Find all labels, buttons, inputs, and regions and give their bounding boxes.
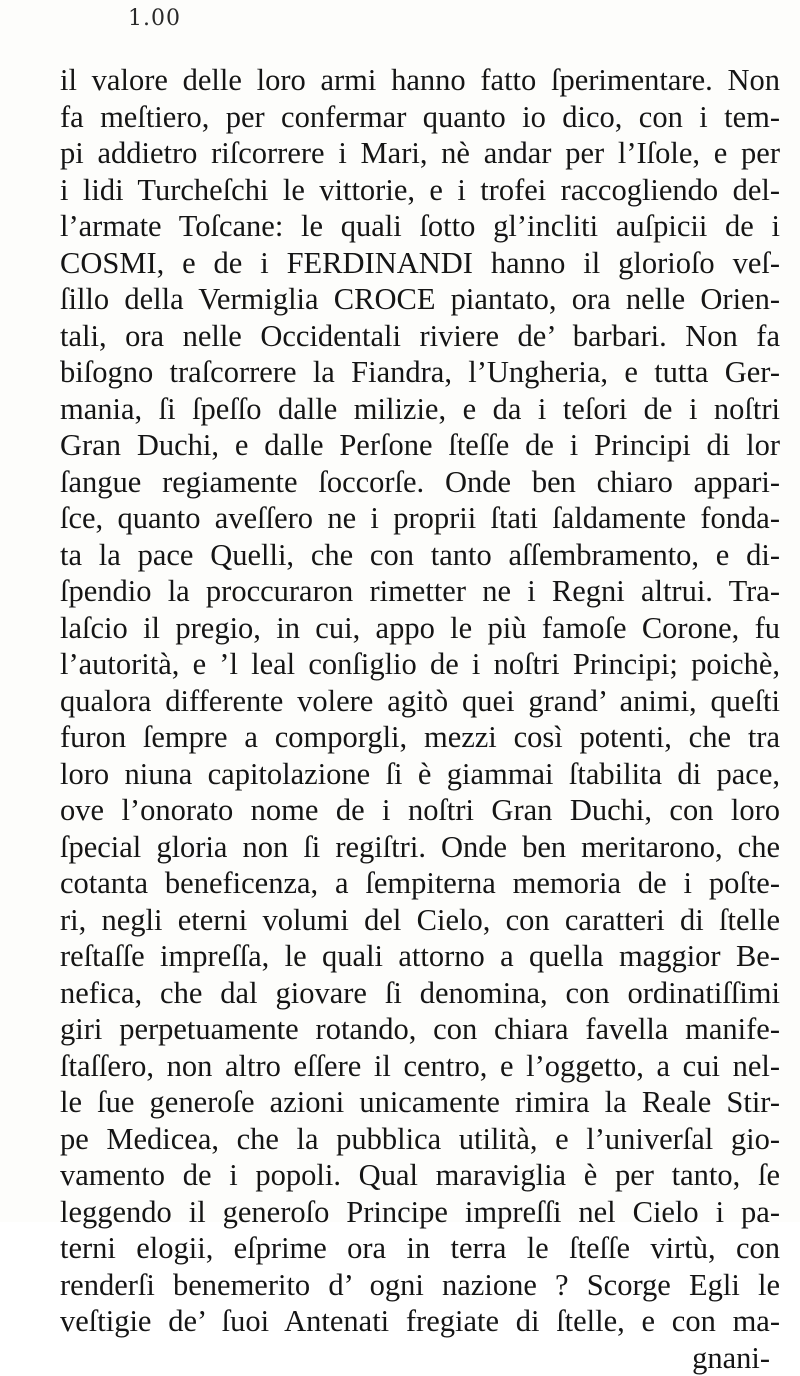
text-line: vamento de i popoli. Qual maraviglia è per tanto, ſe <box>60 1157 780 1194</box>
text-line: biſogno traſcorrere la Fiandra, l’Ungheria, e tutta Ger- <box>60 354 780 391</box>
text-line: mania, ſi ſpeſſo dalle milizie, e da i teſori de i noſtri <box>60 391 780 428</box>
text-line: tali, ora nelle Occidentali riviere de’ barbari. Non fa <box>60 318 780 355</box>
text-line: ſangue regiamente ſoccorſe. Onde ben chiaro appari- <box>60 464 780 501</box>
text-line: le ſue generoſe azioni unicamente rimira la Reale Stir- <box>60 1084 780 1121</box>
text-line: ſpendio la proccuraron rimetter ne i Regni altrui. Tra- <box>60 573 780 610</box>
text-line: ſillo della Vermiglia CROCE piantato, ora nelle Orien- <box>60 281 780 318</box>
text-line: veſtigie de’ ſuoi Antenati fregiate di ſtelle, e con ma- <box>60 1303 780 1340</box>
text-line: leggendo il generoſo Principe impreſſi nel Cielo i pa- <box>60 1194 780 1231</box>
text-line: il valore delle loro armi hanno fatto ſperimentare. Non <box>60 62 780 99</box>
text-line: giri perpetuamente rotando, con chiara favella manife- <box>60 1011 780 1048</box>
body-text <box>60 62 780 1376</box>
text-line: l’armate Toſcane: le quali ſotto gl’incliti auſpicii de i <box>60 208 780 245</box>
text-line: i lidi Turcheſchi le vittorie, e i trofei raccogliendo del- <box>60 172 780 209</box>
text-line: ſpecial gloria non ſi regiſtri. Onde ben meritarono, che <box>60 829 780 866</box>
text-line: cotanta beneficenza, a ſempiterna memoria de i poſte- <box>60 865 780 902</box>
text-line: reſtaſſe impreſſa, le quali attorno a quella maggior Be- <box>60 938 780 975</box>
text-line: ſce, quanto aveſſero ne i proprii ſtati ſaldamente fonda- <box>60 500 780 537</box>
text-line: pi addietro riſcorrere i Mari, nè andar per l’Iſole, e per <box>60 135 780 172</box>
page-number: 1.00 <box>128 6 181 31</box>
text-line: renderſi benemerito d’ ogni nazione ? Scorge Egli le <box>60 1267 780 1304</box>
text-line: qualora differente volere agitò quei grand’ animi, queſti <box>60 683 780 720</box>
text-line: fa meſtiero, per confermar quanto io dico, con i tem- <box>60 99 780 136</box>
text-line: nefica, che dal giovare ſi denomina, con ordinatiſſimi <box>60 975 780 1012</box>
text-line: terni elogii, eſprime ora in terra le ſteſſe virtù, con <box>60 1230 780 1267</box>
text-line: COSMI, e de i FERDINANDI hanno il glorioſo veſ- <box>60 245 780 282</box>
text-line: pe Medicea, che la pubblica utilità, e l’univerſal gio- <box>60 1121 780 1158</box>
text-line: ſtaſſero, non altro eſſere il centro, e l’oggetto, a cui nel- <box>60 1048 780 1085</box>
text-line: furon ſempre a comporgli, mezzi così potenti, che tra <box>60 719 780 756</box>
text-line: Gran Duchi, e dalle Perſone ſteſſe de i Principi di lor <box>60 427 780 464</box>
text-line: loro niuna capitolazione ſi è giammai ſtabilita di pace, <box>60 756 780 793</box>
text-line: laſcio il pregio, in cui, appo le più famoſe Corone, fu <box>60 610 780 647</box>
text-line: ri, negli eterni volumi del Cielo, con caratteri di ſtelle <box>60 902 780 939</box>
text-line: ove l’onorato nome de i noſtri Gran Duchi, con loro <box>60 792 780 829</box>
text-line: ta la pace Quelli, che con tanto aſſembramento, e di- <box>60 537 780 574</box>
text-line: l’autorità, e ’l leal conſiglio de i noſtri Principi; poichè, <box>60 646 780 683</box>
catchword: gnani- <box>60 1340 780 1376</box>
